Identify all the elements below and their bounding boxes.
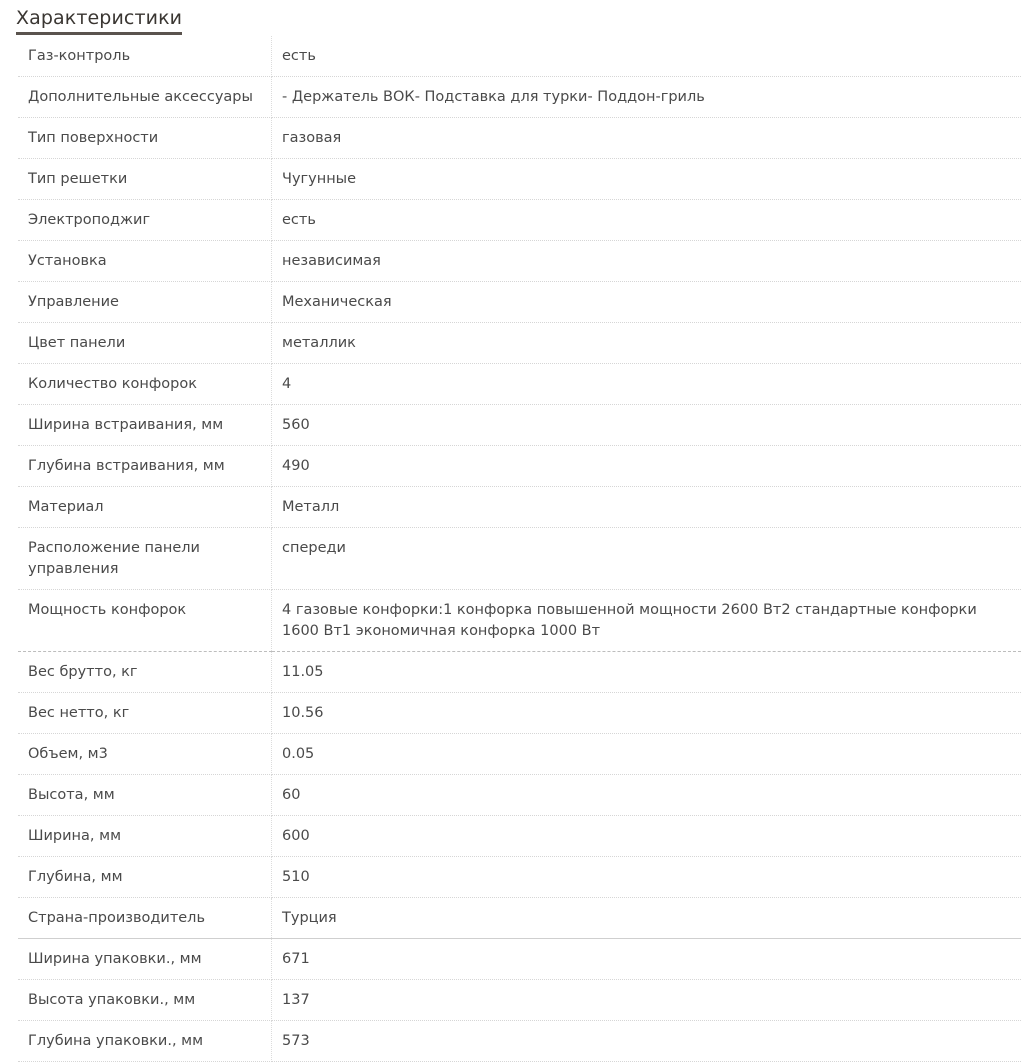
spec-row xyxy=(18,282,1021,323)
spec-value: 10.56 xyxy=(282,705,324,721)
spec-value: 490 xyxy=(282,458,310,474)
spec-value: Металл xyxy=(282,499,340,515)
spec-row xyxy=(18,487,1021,528)
spec-value: 137 xyxy=(282,992,310,1008)
spec-value: 11.05 xyxy=(282,664,324,680)
spec-name: Электроподжиг xyxy=(28,212,151,228)
spec-name: Высота упаковки., мм xyxy=(28,992,196,1008)
spec-row xyxy=(18,939,1021,980)
spec-row xyxy=(18,652,1021,693)
spec-name: Глубина, мм xyxy=(28,869,123,885)
spec-name: Расположение панели управления xyxy=(28,540,200,577)
spec-row xyxy=(18,775,1021,816)
spec-name: Мощность конфорок xyxy=(28,602,187,618)
spec-row xyxy=(18,693,1021,734)
spec-name: Количество конфорок xyxy=(28,376,198,392)
spec-name: Объем, м3 xyxy=(28,746,108,762)
spec-row xyxy=(18,528,1021,590)
spec-row xyxy=(18,590,1021,652)
spec-name: Высота, мм xyxy=(28,787,115,803)
spec-name: Вес брутто, кг xyxy=(28,664,138,680)
spec-name: Глубина встраивания, мм xyxy=(28,458,225,474)
spec-value: металлик xyxy=(282,335,356,351)
spec-name: Ширина встраивания, мм xyxy=(28,417,224,433)
spec-name: Ширина упаковки., мм xyxy=(28,951,202,967)
spec-row xyxy=(18,200,1021,241)
spec-name: Установка xyxy=(28,253,107,269)
spec-row xyxy=(18,898,1021,939)
spec-value: 600 xyxy=(282,828,310,844)
spec-row xyxy=(18,734,1021,775)
spec-row xyxy=(18,980,1021,1021)
specs-table xyxy=(18,36,1021,1062)
spec-value: - Держатель ВОК- Подставка для турки- Поддон-гриль xyxy=(282,89,705,105)
spec-value: Чугунные xyxy=(282,171,357,187)
spec-value: 4 xyxy=(282,376,292,392)
spec-row xyxy=(18,77,1021,118)
spec-value: газовая xyxy=(282,130,342,146)
spec-row xyxy=(18,446,1021,487)
spec-value: 560 xyxy=(282,417,310,433)
spec-row xyxy=(18,159,1021,200)
spec-name: Вес нетто, кг xyxy=(28,705,130,721)
spec-row xyxy=(18,118,1021,159)
spec-value: спереди xyxy=(282,540,346,556)
spec-name: Дополнительные аксессуары xyxy=(28,89,253,105)
spec-row xyxy=(18,1021,1021,1062)
spec-name: Глубина упаковки., мм xyxy=(28,1033,204,1049)
spec-row xyxy=(18,323,1021,364)
spec-name: Страна-производитель xyxy=(28,910,205,926)
spec-value: 510 xyxy=(282,869,310,885)
spec-value: 0.05 xyxy=(282,746,315,762)
spec-name: Материал xyxy=(28,499,104,515)
spec-name: Ширина, мм xyxy=(28,828,122,844)
spec-row xyxy=(18,405,1021,446)
spec-value: есть xyxy=(282,48,316,64)
spec-value: есть xyxy=(282,212,316,228)
section-header xyxy=(16,6,182,36)
spec-value: Турция xyxy=(282,910,337,926)
spec-value: 573 xyxy=(282,1033,310,1049)
spec-name: Газ-контроль xyxy=(28,48,131,64)
spec-value: 671 xyxy=(282,951,310,967)
spec-row xyxy=(18,857,1021,898)
spec-row xyxy=(18,816,1021,857)
spec-value: независимая xyxy=(282,253,381,269)
spec-name: Тип решетки xyxy=(28,171,128,187)
spec-value: Механическая xyxy=(282,294,392,310)
section-title: Характеристики xyxy=(16,6,182,35)
spec-row xyxy=(18,36,1021,77)
spec-value: 60 xyxy=(282,787,301,803)
spec-row xyxy=(18,241,1021,282)
spec-name: Тип поверхности xyxy=(28,130,159,146)
spec-value: 4 газовые конфорки:1 конфорка повышенной мощности 2600 Вт2 стандартные конфорки 1600 Вт1 экономичная конфорка 1000 Вт xyxy=(282,602,977,639)
spec-name: Цвет панели xyxy=(28,335,126,351)
spec-name: Управление xyxy=(28,294,119,310)
spec-row xyxy=(18,364,1021,405)
